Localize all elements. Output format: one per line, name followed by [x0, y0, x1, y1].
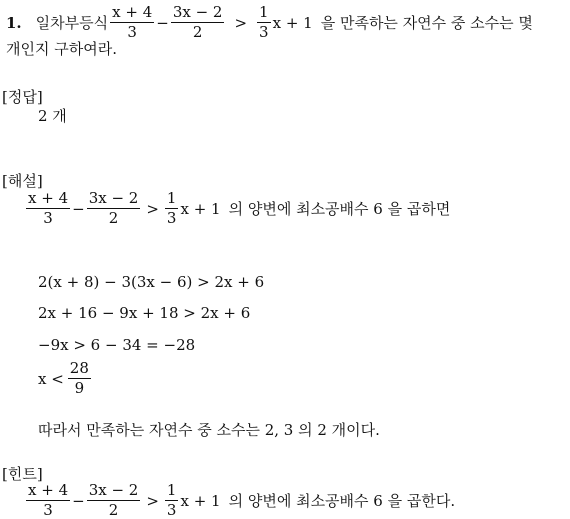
minus-sign: − — [72, 199, 85, 218]
greater-than-sign: > — [146, 199, 159, 218]
fraction-3: $\frac{1}{3}$ — [259, 3, 269, 41]
fraction-1: $\frac{x + 4}{3}$ — [28, 481, 69, 519]
conclusion-text: 따라서 만족하는 자연수 중 소수는 2, 3 의 2 개이다. — [38, 421, 380, 439]
explanation-inequality — [24, 190, 450, 227]
rhs-expression: x + 1 — [272, 13, 313, 32]
answer-label: [정답] — [2, 88, 43, 106]
fraction-28-9: $\frac{28}{9}$ — [69, 359, 89, 397]
problem-line-1 — [6, 4, 533, 41]
minus-sign: − — [156, 13, 169, 32]
fraction-3: $\frac{1}{3}$ — [166, 481, 177, 519]
problem-line-2: 개인지 구하여라. — [6, 40, 117, 58]
solution-step-3: −9x > 6 − 34 = −28 — [38, 336, 196, 354]
fraction-1: $\frac{x + 4}{3}$ — [112, 3, 153, 41]
greater-than-sign: > — [146, 491, 159, 510]
solution-step-2: 2x + 16 − 9x + 18 > 2x + 6 — [38, 304, 251, 322]
rhs-expression: x + 1 — [180, 491, 221, 510]
step4-lhs: x < — [38, 369, 64, 388]
problem-prefix: 일차부등식 — [35, 13, 109, 32]
explanation-label: [해설] — [2, 172, 43, 190]
solution-step-4 — [38, 360, 93, 397]
rhs-expression: x + 1 — [180, 199, 221, 218]
greater-than-sign: > — [234, 13, 248, 32]
fraction-2: $\frac{3x - 2}{2}$ — [88, 481, 139, 519]
hint-suffix: 의 양변에 최소공배수 6 을 곱한다. — [228, 491, 456, 510]
explanation-inequality-suffix: 의 양변에 최소공배수 6 을 곱하면 — [228, 199, 451, 218]
problem-suffix: 을 만족하는 자연수 중 소수는 몇 — [320, 13, 533, 32]
solution-step-1: 2(x + 8) − 3(3x − 6) > 2x + 6 — [38, 273, 265, 291]
fraction-2: $\frac{3x - 2}{2}$ — [88, 189, 139, 227]
problem-number: 1. — [6, 13, 22, 32]
minus-sign: − — [72, 491, 85, 510]
fraction-3: $\frac{1}{3}$ — [166, 189, 177, 227]
fraction-1: $\frac{x + 4}{3}$ — [28, 189, 69, 227]
hint-label: [힌트] — [2, 465, 43, 483]
answer-value: 2 개 — [38, 107, 67, 125]
hint-inequality — [24, 482, 455, 519]
fraction-2: $\frac{3x - 2}{2}$ — [172, 3, 223, 41]
